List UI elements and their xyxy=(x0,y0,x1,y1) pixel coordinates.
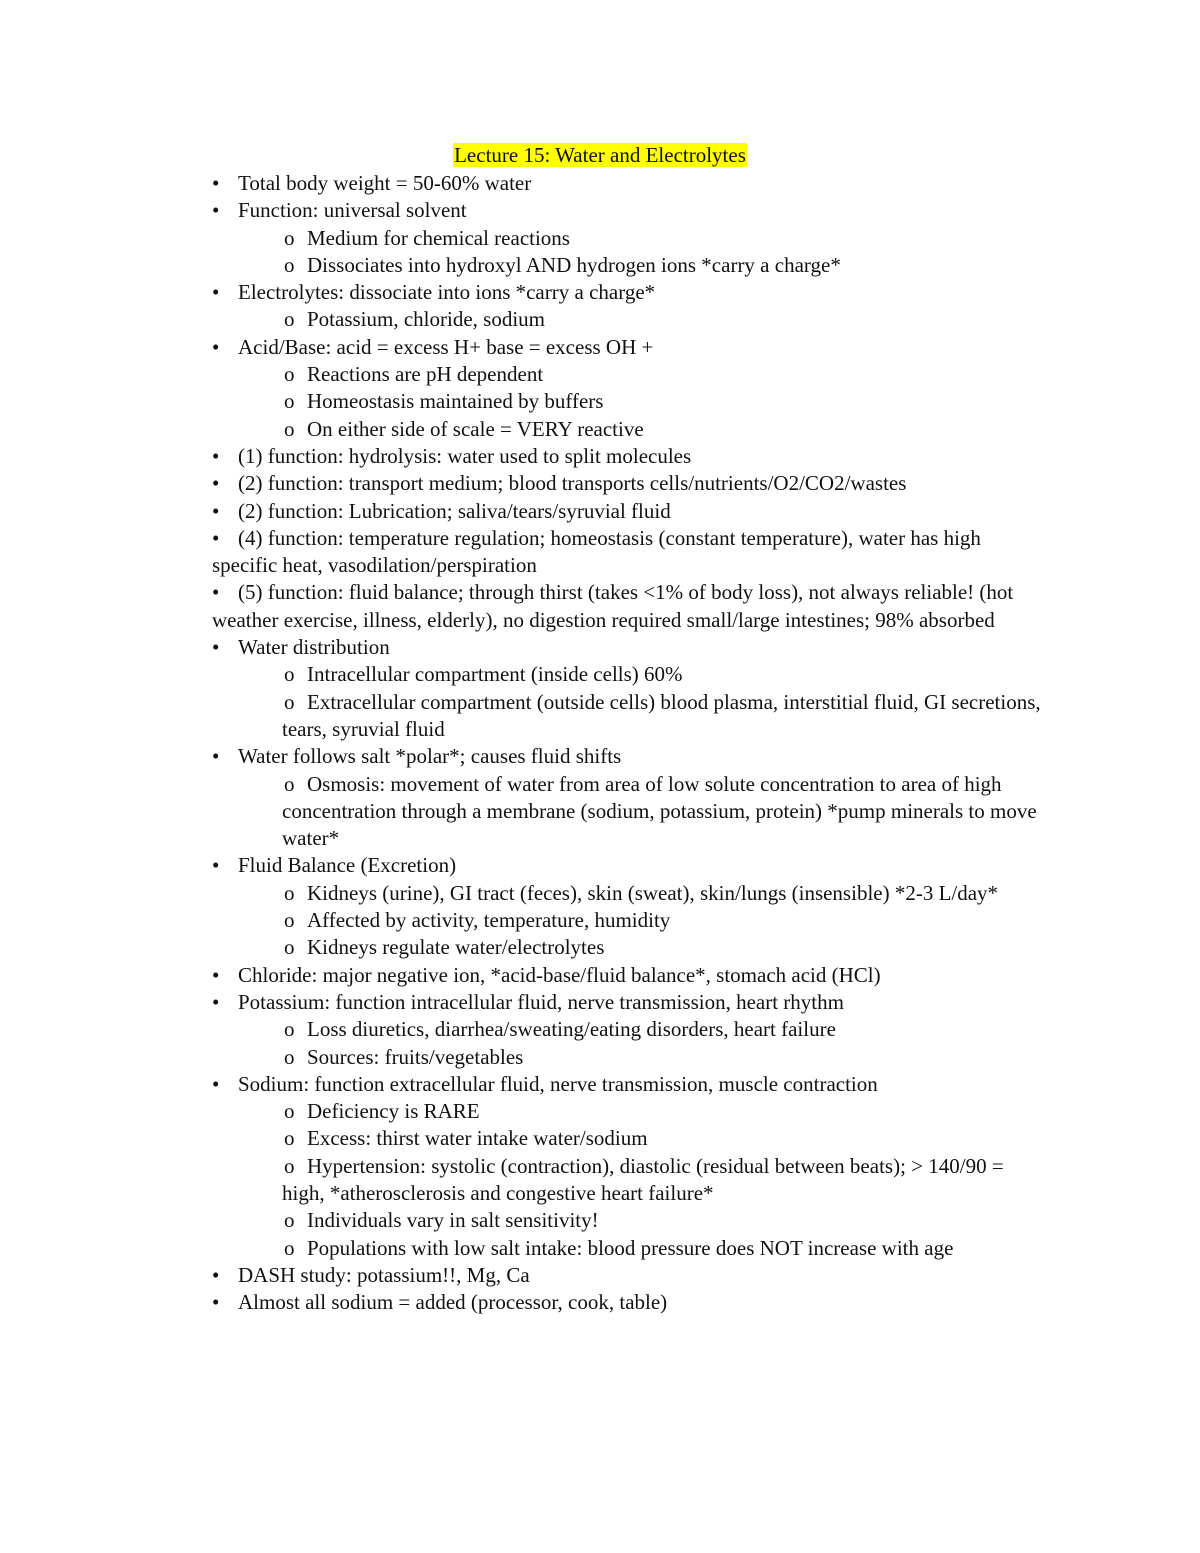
item-text: Kidneys (urine), GI tract (feces), skin (sweat), skin/lungs (insensible) *2-3 L/day* xyxy=(307,880,999,905)
item-text: Affected by activity, temperature, humidity xyxy=(307,908,671,933)
bullet-marker: • xyxy=(212,198,220,223)
bullet-marker: • xyxy=(212,525,220,550)
sub-bullet-marker: o xyxy=(284,771,295,796)
sub-bullet-item xyxy=(212,252,1042,279)
sub-bullet-item xyxy=(212,1153,1042,1208)
item-text: Acid/Base: acid = excess H+ base = excess OH + xyxy=(238,334,654,359)
item-text: (4) function: temperature regulation; homeostasis (constant temperature), water has high specific heat, vasodilation/perspiration xyxy=(212,525,981,578)
sub-bullet-marker: o xyxy=(284,389,295,414)
bullet-item xyxy=(212,1289,1042,1316)
bullet-item xyxy=(212,334,1042,361)
sub-bullet-marker: o xyxy=(284,362,295,387)
sub-bullet-marker: o xyxy=(284,1126,295,1151)
sub-bullet-marker: o xyxy=(284,1153,295,1178)
sub-bullet-marker: o xyxy=(284,1208,295,1233)
bullet-item xyxy=(212,470,1042,497)
item-text: Total body weight = 50-60% water xyxy=(238,171,532,195)
sub-bullet-item xyxy=(212,225,1042,252)
bullet-item xyxy=(212,1071,1042,1098)
sub-bullet-marker: o xyxy=(284,689,295,714)
bullet-marker: • xyxy=(212,471,220,496)
bullet-item xyxy=(212,279,1042,306)
bullet-marker: • xyxy=(212,580,220,605)
sub-bullet-marker: o xyxy=(284,416,295,441)
bullet-item xyxy=(212,852,1042,879)
item-text: Sources: fruits/vegetables xyxy=(307,1044,524,1069)
bullet-marker: • xyxy=(212,635,220,660)
bullet-item xyxy=(212,579,1042,634)
item-text: Loss diuretics, diarrhea/sweating/eating disorders, heart failure xyxy=(307,1017,836,1042)
sub-bullet-item xyxy=(212,1207,1042,1234)
item-text: Deficiency is RARE xyxy=(307,1099,480,1124)
item-text: Fluid Balance (Excretion) xyxy=(238,853,457,878)
sub-bullet-marker: o xyxy=(284,662,295,687)
item-text: DASH study: potassium!!, Mg, Ca xyxy=(238,1262,530,1287)
bullet-marker: • xyxy=(212,171,220,195)
sub-bullet-item xyxy=(212,771,1042,853)
sub-bullet-item xyxy=(212,1125,1042,1152)
bullet-item xyxy=(212,498,1042,525)
bullet-item xyxy=(212,443,1042,470)
sub-bullet-marker: o xyxy=(284,908,295,933)
item-text: Chloride: major negative ion, *acid-base/fluid balance*, stomach acid (HCl) xyxy=(238,962,881,987)
sub-bullet-marker: o xyxy=(284,880,295,905)
sub-bullet-item xyxy=(212,416,1042,443)
bullet-marker: • xyxy=(212,1262,220,1287)
sub-bullet-marker: o xyxy=(284,225,295,250)
bullet-marker: • xyxy=(212,744,220,769)
item-text: (5) function: fluid balance; through thirst (takes <1% of body loss), not always reliable! (hot weather exercise, illness, elderly), no digestion required small/large intestines; 98% absorbed xyxy=(212,580,1014,632)
sub-bullet-item xyxy=(212,306,1042,333)
sub-bullet-item xyxy=(212,1235,1042,1262)
notes-list xyxy=(212,170,1042,1316)
item-text: Dissociates into hydroxyl AND hydrogen ions *carry a charge* xyxy=(307,252,841,277)
item-text: Osmosis: movement of water from area of low solute concentration to area of high concentration through a membrane (sodium, potassium, protein) *pump minerals to move water* xyxy=(282,771,1037,851)
item-text: Almost all sodium = added (processor, cook, table) xyxy=(238,1290,668,1315)
item-text: Kidneys regulate water/electrolytes xyxy=(307,935,605,960)
sub-bullet-item xyxy=(212,689,1042,744)
item-text: Potassium: function intracellular fluid, nerve transmission, heart rhythm xyxy=(238,989,844,1014)
bullet-marker: • xyxy=(212,962,220,987)
bullet-marker: • xyxy=(212,1071,220,1096)
item-text: Sodium: function extracellular fluid, nerve transmission, muscle contraction xyxy=(238,1071,878,1096)
bullet-marker: • xyxy=(212,498,220,523)
bullet-marker: • xyxy=(212,280,220,305)
sub-bullet-item xyxy=(212,1098,1042,1125)
item-text: Water follows salt *polar*; causes fluid shifts xyxy=(238,744,622,769)
sub-bullet-item xyxy=(212,1044,1042,1071)
sub-bullet-item xyxy=(212,1016,1042,1043)
item-text: Medium for chemical reactions xyxy=(307,225,570,250)
item-text: On either side of scale = VERY reactive xyxy=(307,416,644,441)
title-highlight: Lecture 15: Water and Electrolytes xyxy=(454,143,746,167)
item-text: Extracellular compartment (outside cells) blood plasma, interstitial fluid, GI secretions, tears, syruvial fluid xyxy=(282,689,1041,741)
bullet-item xyxy=(212,525,1042,580)
sub-bullet-marker: o xyxy=(284,1235,295,1260)
item-text: (2) function: transport medium; blood transports cells/nutrients/O2/CO2/wastes xyxy=(238,471,907,496)
bullet-item xyxy=(212,634,1042,661)
sub-bullet-marker: o xyxy=(284,1044,295,1069)
bullet-item xyxy=(212,170,1042,197)
item-text: Intracellular compartment (inside cells) 60% xyxy=(307,662,683,687)
bullet-marker: • xyxy=(212,853,220,878)
item-text: Homeostasis maintained by buffers xyxy=(307,389,604,414)
item-text: Hypertension: systolic (contraction), diastolic (residual between beats); > 140/90 = high, *atherosclerosis and congestive heart failure* xyxy=(282,1153,1004,1205)
bullet-marker: • xyxy=(212,334,220,359)
sub-bullet-item xyxy=(212,361,1042,388)
bullet-marker: • xyxy=(212,989,220,1014)
bullet-item xyxy=(212,989,1042,1016)
bullet-marker: • xyxy=(212,443,220,468)
item-text: Reactions are pH dependent xyxy=(307,362,544,387)
item-text: Populations with low salt intake: blood pressure does NOT increase with age xyxy=(307,1235,954,1260)
sub-bullet-item xyxy=(212,934,1042,961)
bullet-item xyxy=(212,197,1042,224)
bullet-marker: • xyxy=(212,1290,220,1315)
sub-bullet-item xyxy=(212,907,1042,934)
item-text: (2) function: Lubrication; saliva/tears/syruvial fluid xyxy=(238,498,671,523)
item-text: Electrolytes: dissociate into ions *carry a charge* xyxy=(238,280,656,305)
item-text: Potassium, chloride, sodium xyxy=(307,307,545,332)
sub-bullet-item xyxy=(212,661,1042,688)
item-text: Function: universal solvent xyxy=(238,198,467,223)
sub-bullet-item xyxy=(212,388,1042,415)
sub-bullet-marker: o xyxy=(284,307,295,332)
item-text: Excess: thirst water intake water/sodium xyxy=(307,1126,648,1151)
bullet-item xyxy=(212,743,1042,770)
bullet-item xyxy=(212,1262,1042,1289)
item-text: Individuals vary in salt sensitivity! xyxy=(307,1208,599,1233)
item-text: Water distribution xyxy=(238,635,390,660)
sub-bullet-marker: o xyxy=(284,1099,295,1124)
page-title xyxy=(0,143,1200,168)
bullet-item xyxy=(212,962,1042,989)
sub-bullet-marker: o xyxy=(284,1017,295,1042)
sub-bullet-item xyxy=(212,880,1042,907)
item-text: (1) function: hydrolysis: water used to split molecules xyxy=(238,443,692,468)
sub-bullet-marker: o xyxy=(284,252,295,277)
sub-bullet-marker: o xyxy=(284,935,295,960)
